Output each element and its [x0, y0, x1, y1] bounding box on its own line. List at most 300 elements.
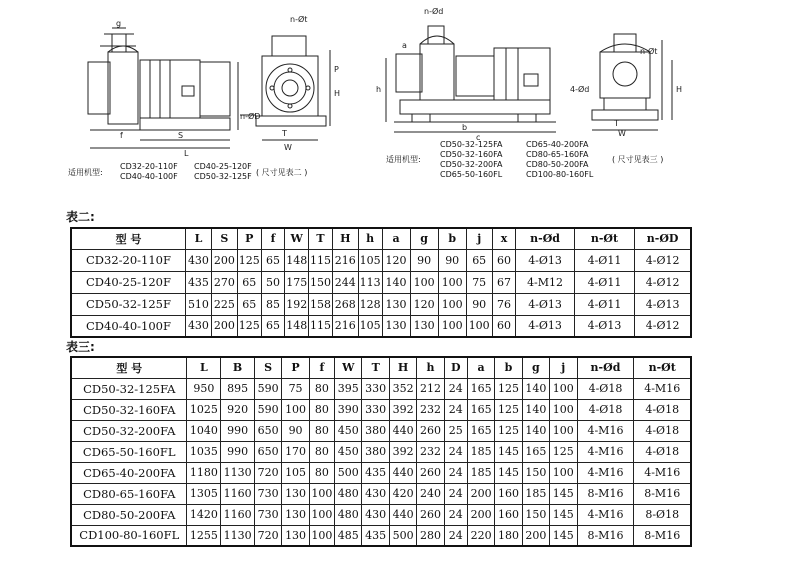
value-cell: 4-Ø13: [516, 293, 574, 315]
table2-header-cell: n-Øt: [574, 228, 634, 249]
applicable-models-right: [386, 140, 706, 184]
applicable-models-label-right: 适用机型:: [386, 155, 421, 164]
value-cell: 590: [254, 378, 281, 399]
value-cell: 650: [254, 441, 281, 462]
value-cell: 4-Ø11: [574, 293, 634, 315]
value-cell: 200: [211, 249, 237, 271]
value-cell: 1255: [187, 525, 221, 546]
value-cell: 4-Ø18: [634, 441, 691, 462]
value-cell: 65: [237, 271, 261, 293]
table2-header-cell: S: [211, 228, 237, 249]
value-cell: 1025: [187, 399, 221, 420]
value-cell: 380: [362, 441, 389, 462]
value-cell: 435: [362, 525, 389, 546]
value-cell: 100: [438, 271, 466, 293]
value-cell: 80: [309, 462, 334, 483]
value-cell: 430: [185, 315, 211, 337]
value-cell: 895: [221, 378, 255, 399]
label-n-dt-left: n-Øt: [290, 15, 308, 24]
value-cell: 185: [467, 441, 494, 462]
value-cell: 100: [309, 525, 334, 546]
models-right-col1-3: CD65-50-160FL: [440, 170, 503, 179]
value-cell: 180: [495, 525, 522, 546]
value-cell: 216: [332, 315, 358, 337]
value-cell: 990: [221, 441, 255, 462]
value-cell: 4-Ø13: [574, 315, 634, 337]
value-cell: 100: [309, 504, 334, 525]
value-cell: 24: [444, 525, 467, 546]
value-cell: 480: [335, 504, 362, 525]
table-row: [71, 378, 691, 399]
value-cell: 130: [282, 525, 309, 546]
value-cell: 80: [309, 441, 334, 462]
table2-spec-table: [70, 227, 692, 338]
value-cell: 430: [185, 249, 211, 271]
model-cell: CD80-50-200FA: [71, 504, 187, 525]
table3-header-cell: g: [522, 357, 549, 378]
applicable-models-left: [68, 162, 318, 188]
value-cell: 100: [438, 293, 466, 315]
value-cell: 100: [438, 315, 466, 337]
value-cell: 105: [358, 249, 382, 271]
models-left-col2-0: CD40-25-120F: [194, 162, 252, 171]
value-cell: 25: [444, 420, 467, 441]
table2-header-cell: P: [237, 228, 261, 249]
table2-header-cell: g: [410, 228, 438, 249]
table2-header-cell: L: [185, 228, 211, 249]
value-cell: 200: [467, 504, 494, 525]
value-cell: 130: [382, 293, 410, 315]
value-cell: 130: [282, 504, 309, 525]
value-cell: 160: [495, 483, 522, 504]
value-cell: 720: [254, 462, 281, 483]
table2-header-cell: x: [492, 228, 516, 249]
value-cell: 120: [382, 249, 410, 271]
value-cell: 75: [282, 378, 309, 399]
model-cell: CD32-20-110F: [71, 249, 185, 271]
value-cell: 430: [362, 483, 389, 504]
value-cell: 8-M16: [577, 525, 634, 546]
value-cell: 140: [522, 420, 549, 441]
value-cell: 140: [522, 378, 549, 399]
value-cell: 220: [467, 525, 494, 546]
model-cell: CD65-40-200FA: [71, 462, 187, 483]
table2-header-cell: f: [261, 228, 285, 249]
value-cell: 115: [309, 315, 333, 337]
value-cell: 268: [332, 293, 358, 315]
value-cell: 170: [282, 441, 309, 462]
value-cell: 125: [550, 441, 577, 462]
value-cell: 50: [261, 271, 285, 293]
value-cell: 485: [335, 525, 362, 546]
value-cell: 145: [495, 462, 522, 483]
value-cell: 145: [550, 525, 577, 546]
value-cell: 720: [254, 525, 281, 546]
value-cell: 4-M16: [577, 462, 634, 483]
value-cell: 4-Ø18: [577, 378, 634, 399]
value-cell: 352: [389, 378, 416, 399]
value-cell: 100: [550, 378, 577, 399]
value-cell: 158: [309, 293, 333, 315]
value-cell: 125: [495, 378, 522, 399]
value-cell: 67: [492, 271, 516, 293]
value-cell: 392: [389, 399, 416, 420]
table3-header-cell: P: [282, 357, 309, 378]
models-left-col1-1: CD40-40-100F: [120, 172, 178, 181]
table3-header-cell: S: [254, 357, 281, 378]
value-cell: 200: [211, 315, 237, 337]
value-cell: 165: [467, 378, 494, 399]
value-cell: 128: [358, 293, 382, 315]
label-g: g: [116, 19, 122, 28]
value-cell: 1130: [221, 525, 255, 546]
value-cell: 232: [417, 441, 444, 462]
value-cell: 125: [495, 399, 522, 420]
value-cell: 4-M12: [516, 271, 574, 293]
value-cell: 24: [444, 378, 467, 399]
label-S: S: [178, 131, 184, 140]
value-cell: 200: [522, 525, 549, 546]
table3-header-cell: B: [221, 357, 255, 378]
value-cell: 450: [335, 441, 362, 462]
table3-header-cell: n-Ød: [577, 357, 634, 378]
table2-header-cell: W: [285, 228, 309, 249]
table2-header-cell: n-ØD: [635, 228, 691, 249]
value-cell: 4-Ø13: [516, 249, 574, 271]
value-cell: 150: [522, 504, 549, 525]
value-cell: 420: [389, 483, 416, 504]
value-cell: 24: [444, 462, 467, 483]
label-n-dD: n-ØD: [240, 112, 261, 121]
model-cell: CD80-65-160FA: [71, 483, 187, 504]
value-cell: 8-Ø18: [634, 504, 691, 525]
model-cell: CD50-32-160FA: [71, 399, 187, 420]
value-cell: 4-Ø13: [516, 315, 574, 337]
value-cell: 4-Ø11: [574, 249, 634, 271]
value-cell: 4-Ø13: [635, 293, 691, 315]
value-cell: 75: [466, 271, 492, 293]
model-cell: CD50-32-200FA: [71, 420, 187, 441]
value-cell: 240: [417, 483, 444, 504]
value-cell: 100: [410, 271, 438, 293]
value-cell: 216: [332, 249, 358, 271]
value-cell: 100: [550, 462, 577, 483]
value-cell: 440: [389, 504, 416, 525]
label-b: b: [462, 123, 468, 132]
value-cell: 280: [417, 525, 444, 546]
value-cell: 185: [467, 462, 494, 483]
value-cell: 90: [438, 249, 466, 271]
value-cell: 4-Ø12: [635, 271, 691, 293]
value-cell: 1160: [221, 483, 255, 504]
model-cell: CD40-40-100F: [71, 315, 185, 337]
table3-header-cell: n-Øt: [634, 357, 691, 378]
value-cell: 225: [211, 293, 237, 315]
table3-header-cell: f: [309, 357, 334, 378]
table3-header-cell: D: [444, 357, 467, 378]
value-cell: 185: [522, 483, 549, 504]
value-cell: 390: [335, 399, 362, 420]
table-row: [71, 271, 691, 293]
value-cell: 730: [254, 483, 281, 504]
value-cell: 435: [185, 271, 211, 293]
value-cell: 1420: [187, 504, 221, 525]
value-cell: 125: [237, 249, 261, 271]
label-n-dt-right: n-Øt: [640, 47, 658, 56]
table-row: [71, 504, 691, 525]
models-right-col1-2: CD50-32-200FA: [440, 160, 503, 169]
value-cell: 125: [237, 315, 261, 337]
drawing-front-view-right: [592, 34, 672, 130]
value-cell: 130: [282, 483, 309, 504]
value-cell: 212: [417, 378, 444, 399]
value-cell: 200: [467, 483, 494, 504]
table3-header-cell: T: [362, 357, 389, 378]
value-cell: 145: [550, 483, 577, 504]
value-cell: 145: [550, 504, 577, 525]
table-row: [71, 399, 691, 420]
value-cell: 1040: [187, 420, 221, 441]
label-n-dd: n-Ød: [424, 7, 444, 16]
label-c: c: [476, 133, 481, 142]
table3-header-cell: b: [495, 357, 522, 378]
value-cell: 500: [335, 462, 362, 483]
drawing-front-view-left: [240, 36, 330, 140]
models-right-col1-1: CD50-32-160FA: [440, 150, 503, 159]
value-cell: 24: [444, 399, 467, 420]
table3-header-cell: j: [550, 357, 577, 378]
value-cell: 590: [254, 399, 281, 420]
table2-header-cell: h: [358, 228, 382, 249]
value-cell: 140: [522, 399, 549, 420]
table3-header-row: [71, 357, 691, 378]
models-left-note: ( 尺寸见表二 ): [256, 168, 308, 177]
value-cell: 24: [444, 504, 467, 525]
label-W-left: W: [284, 143, 292, 152]
value-cell: 4-M16: [577, 420, 634, 441]
value-cell: 4-Ø18: [634, 399, 691, 420]
value-cell: 165: [467, 420, 494, 441]
value-cell: 113: [358, 271, 382, 293]
value-cell: 8-M16: [634, 483, 691, 504]
label-W-right: W: [618, 129, 626, 138]
value-cell: 100: [282, 399, 309, 420]
value-cell: 380: [362, 420, 389, 441]
value-cell: 1180: [187, 462, 221, 483]
value-cell: 260: [417, 420, 444, 441]
value-cell: 90: [410, 249, 438, 271]
value-cell: 990: [221, 420, 255, 441]
label-T-right: T: [614, 119, 619, 128]
value-cell: 105: [282, 462, 309, 483]
models-left-col2-1: CD50-32-125F: [194, 172, 252, 181]
value-cell: 4-M16: [577, 504, 634, 525]
value-cell: 260: [417, 462, 444, 483]
label-H-left: H: [334, 89, 341, 98]
value-cell: 4-Ø12: [635, 315, 691, 337]
table3-header-cell: a: [467, 357, 494, 378]
value-cell: 65: [261, 315, 285, 337]
value-cell: 4-M16: [634, 378, 691, 399]
models-left-col1-0: CD32-20-110F: [120, 162, 178, 171]
value-cell: 510: [185, 293, 211, 315]
label-H-right: H: [676, 85, 683, 94]
value-cell: 125: [495, 420, 522, 441]
value-cell: 440: [389, 462, 416, 483]
value-cell: 140: [382, 271, 410, 293]
value-cell: 24: [444, 441, 467, 462]
table2-header-row: [71, 228, 691, 249]
value-cell: 244: [332, 271, 358, 293]
value-cell: 76: [492, 293, 516, 315]
value-cell: 148: [285, 249, 309, 271]
table2-header-cell: T: [309, 228, 333, 249]
label-P: P: [334, 65, 339, 74]
models-right-col2-0: CD65-40-200FA: [526, 140, 589, 149]
value-cell: 950: [187, 378, 221, 399]
table2-header-cell: b: [438, 228, 466, 249]
table-row: [71, 249, 691, 271]
label-f: f: [120, 131, 123, 140]
drawing-base-mounted-pump: [386, 26, 556, 132]
drawing-labels-left: [116, 19, 189, 158]
label-a: a: [402, 41, 407, 50]
table2-header-cell: 型 号: [71, 228, 185, 249]
value-cell: 65: [237, 293, 261, 315]
value-cell: 130: [410, 315, 438, 337]
table2-header-cell: a: [382, 228, 410, 249]
value-cell: 4-Ø11: [574, 271, 634, 293]
value-cell: 1305: [187, 483, 221, 504]
value-cell: 120: [410, 293, 438, 315]
value-cell: 4-M16: [634, 462, 691, 483]
value-cell: 270: [211, 271, 237, 293]
value-cell: 85: [261, 293, 285, 315]
applicable-models-label: 适用机型:: [68, 168, 103, 177]
table3-title: 表三:: [66, 340, 95, 354]
drawing-close-coupled-pump: [88, 28, 238, 148]
model-cell: CD50-32-125F: [71, 293, 185, 315]
value-cell: 148: [285, 315, 309, 337]
value-cell: 430: [362, 504, 389, 525]
value-cell: 165: [522, 441, 549, 462]
value-cell: 65: [261, 249, 285, 271]
label-L: L: [184, 149, 189, 158]
model-cell: CD65-50-160FL: [71, 441, 187, 462]
models-right-col2-1: CD80-65-160FA: [526, 150, 589, 159]
model-cell: CD50-32-125FA: [71, 378, 187, 399]
value-cell: 8-M16: [634, 525, 691, 546]
value-cell: 4-Ø18: [634, 420, 691, 441]
value-cell: 80: [309, 378, 334, 399]
value-cell: 1160: [221, 504, 255, 525]
value-cell: 165: [467, 399, 494, 420]
table3-header-cell: 型 号: [71, 357, 187, 378]
value-cell: 100: [466, 315, 492, 337]
value-cell: 1035: [187, 441, 221, 462]
table-row: [71, 462, 691, 483]
value-cell: 232: [417, 399, 444, 420]
value-cell: 90: [466, 293, 492, 315]
label-4-dd: 4-Ød: [570, 85, 590, 94]
value-cell: 330: [362, 399, 389, 420]
value-cell: 650: [254, 420, 281, 441]
value-cell: 100: [550, 420, 577, 441]
value-cell: 80: [309, 420, 334, 441]
value-cell: 65: [466, 249, 492, 271]
model-cell: CD100-80-160FL: [71, 525, 187, 546]
table2-header-cell: H: [332, 228, 358, 249]
drawing-labels-far-right: [570, 46, 682, 138]
value-cell: 60: [492, 315, 516, 337]
value-cell: 175: [285, 271, 309, 293]
table3-header-cell: W: [335, 357, 362, 378]
value-cell: 145: [495, 441, 522, 462]
label-T-left: T: [282, 129, 287, 138]
value-cell: 4-M16: [577, 441, 634, 462]
models-right-col2-2: CD80-50-200FA: [526, 160, 589, 169]
value-cell: 105: [358, 315, 382, 337]
table3-header-cell: L: [187, 357, 221, 378]
table3-header-cell: H: [389, 357, 416, 378]
value-cell: 100: [550, 399, 577, 420]
value-cell: 150: [522, 462, 549, 483]
models-right-col2-3: CD100-80-160FL: [526, 170, 594, 179]
value-cell: 80: [309, 399, 334, 420]
value-cell: 435: [362, 462, 389, 483]
value-cell: 130: [382, 315, 410, 337]
value-cell: 920: [221, 399, 255, 420]
value-cell: 1130: [221, 462, 255, 483]
value-cell: 160: [495, 504, 522, 525]
value-cell: 60: [492, 249, 516, 271]
value-cell: 115: [309, 249, 333, 271]
value-cell: 480: [335, 483, 362, 504]
value-cell: 150: [309, 271, 333, 293]
table-row: [71, 441, 691, 462]
value-cell: 90: [282, 420, 309, 441]
table2-header-cell: n-Ød: [516, 228, 574, 249]
table3-header-cell: h: [417, 357, 444, 378]
table2-header-cell: j: [466, 228, 492, 249]
table-row: [71, 420, 691, 441]
drawing-labels-mid: [240, 14, 340, 152]
table-row: [71, 483, 691, 504]
value-cell: 450: [335, 420, 362, 441]
models-right-col1-0: CD50-32-125FA: [440, 140, 503, 149]
value-cell: 192: [285, 293, 309, 315]
value-cell: 730: [254, 504, 281, 525]
table-row: [71, 315, 691, 337]
table-row: [71, 525, 691, 546]
table2-title: 表二:: [66, 210, 95, 224]
label-h: h: [376, 85, 382, 94]
value-cell: 4-Ø12: [635, 249, 691, 271]
value-cell: 8-M16: [577, 483, 634, 504]
value-cell: 260: [417, 504, 444, 525]
value-cell: 4-Ø18: [577, 399, 634, 420]
value-cell: 395: [335, 378, 362, 399]
value-cell: 500: [389, 525, 416, 546]
table3-spec-table: [70, 356, 692, 547]
model-cell: CD40-25-120F: [71, 271, 185, 293]
models-right-note: ( 尺寸见表三 ): [612, 155, 664, 164]
value-cell: 440: [389, 420, 416, 441]
value-cell: 330: [362, 378, 389, 399]
value-cell: 392: [389, 441, 416, 462]
value-cell: 100: [309, 483, 334, 504]
table-row: [71, 293, 691, 315]
